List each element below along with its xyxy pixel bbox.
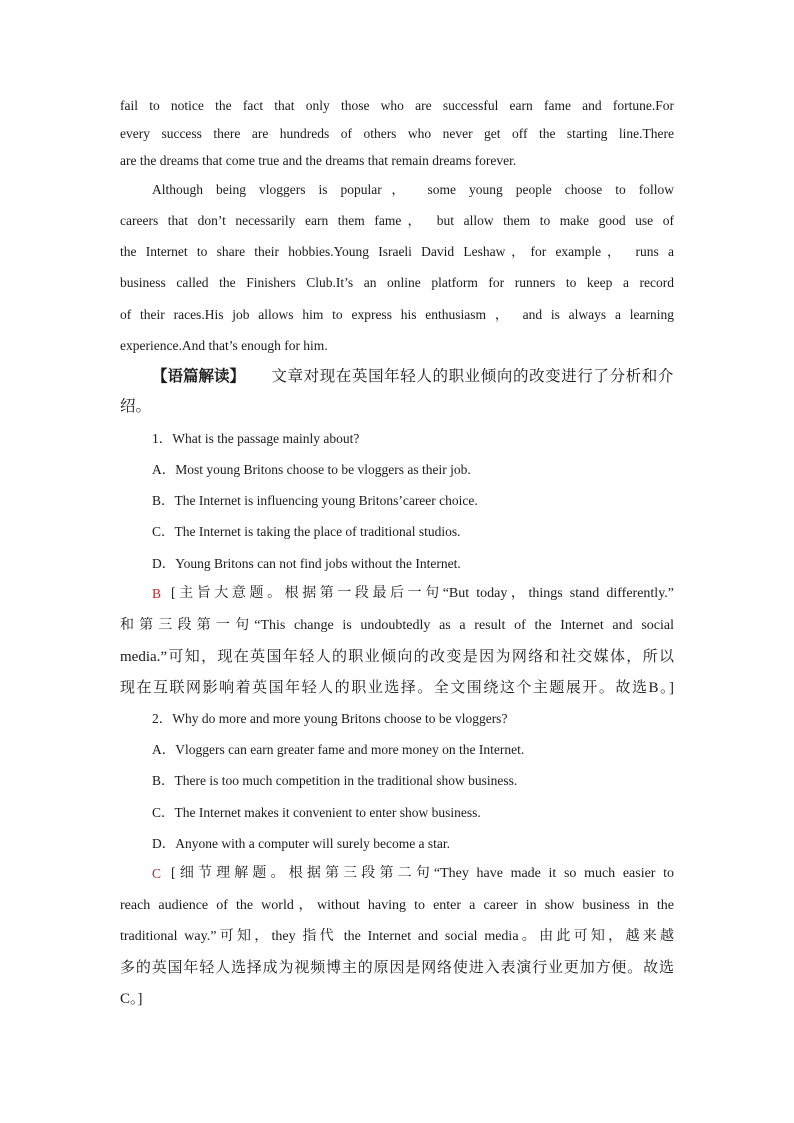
question-stem: 2．Why do more and more young Britons choose to be vloggers? — [152, 711, 508, 726]
passage-line: careers that don’t necessarily earn them fame， but allow them to make good use of — [120, 213, 674, 228]
passage-line: Although being vloggers is popular， some young people choose to follow — [152, 182, 674, 197]
question-stem: 1．What is the passage mainly about? — [152, 431, 360, 446]
explanation-line: [主旨大意题。根据第一段最后一句“But today，things stand differently.” — [171, 586, 674, 601]
explanation-line: traditional way.”可知，they 指代 the Internet and social media。由此可知，越来越 — [120, 929, 674, 944]
explanation-first-line — [152, 867, 674, 881]
answer-letter: B — [152, 586, 162, 601]
analysis-label: 【语篇解读】 — [152, 368, 246, 385]
option-a: A．Vloggers can earn greater fame and more money on the Internet. — [152, 742, 525, 757]
explanation-first-line — [152, 587, 674, 601]
answer-letter: C — [152, 866, 162, 881]
explanation-line: reach audience of the world，without having to enter a career in show business in the — [120, 898, 674, 913]
option-d: D．Anyone with a computer will surely become a star. — [152, 836, 451, 851]
analysis-text-cont: 绍。 — [120, 398, 152, 415]
option-a: A．Most young Britons choose to be vloggers as their job. — [152, 462, 471, 477]
option-b: B．The Internet is influencing young Britons’career choice. — [152, 493, 478, 508]
option-d: D．Young Britons can not find jobs without the Internet. — [152, 556, 461, 571]
passage-line: experience.And that’s enough for him. — [120, 338, 328, 353]
passage-line: of their races.His job allows him to express his enthusiasm ， and is always a learning — [120, 307, 674, 322]
analysis-line — [152, 369, 674, 385]
option-c: C．The Internet is taking the place of traditional studios. — [152, 524, 461, 539]
option-c: C．The Internet makes it convenient to enter show business. — [152, 805, 481, 820]
passage-line: are the dreams that come true and the dreams that remain dreams forever. — [120, 153, 517, 168]
passage-line: every success there are hundreds of others who never get off the starting line.There — [120, 126, 674, 141]
option-b: B．There is too much competition in the traditional show business. — [152, 773, 518, 788]
passage-line: business called the Finishers Club.It’s an online platform for runners to keep a record — [120, 275, 674, 290]
explanation-line: [细节理解题。根据第三段第二句“They have made it so much easier to — [171, 866, 674, 881]
explanation-line: media.”可知，现在英国年轻人的职业倾向的改变是因为网络和社交媒体，所以 — [120, 649, 674, 665]
explanation-line: C。] — [120, 991, 143, 1007]
passage-line: fail to notice the fact that only those who are successful earn fame and fortune.For — [120, 98, 674, 113]
passage-line: the Internet to share their hobbies.Young Israeli David Leshaw，for example， runs a — [120, 244, 674, 259]
analysis-text: 文章对现在英国年轻人的职业倾向的改变进行了分析和介 — [271, 368, 674, 385]
explanation-line: 多的英国年轻人选择成为视频博主的原因是网络使进入表演行业更加方便。故选 — [120, 960, 674, 976]
explanation-line: 和第三段第一句“This change is undoubtedly as a result of the Internet and social — [120, 618, 674, 633]
explanation-line: 现在互联网影响着英国年轻人的职业选择。全文围绕这个主题展开。故选B。] — [120, 680, 674, 696]
